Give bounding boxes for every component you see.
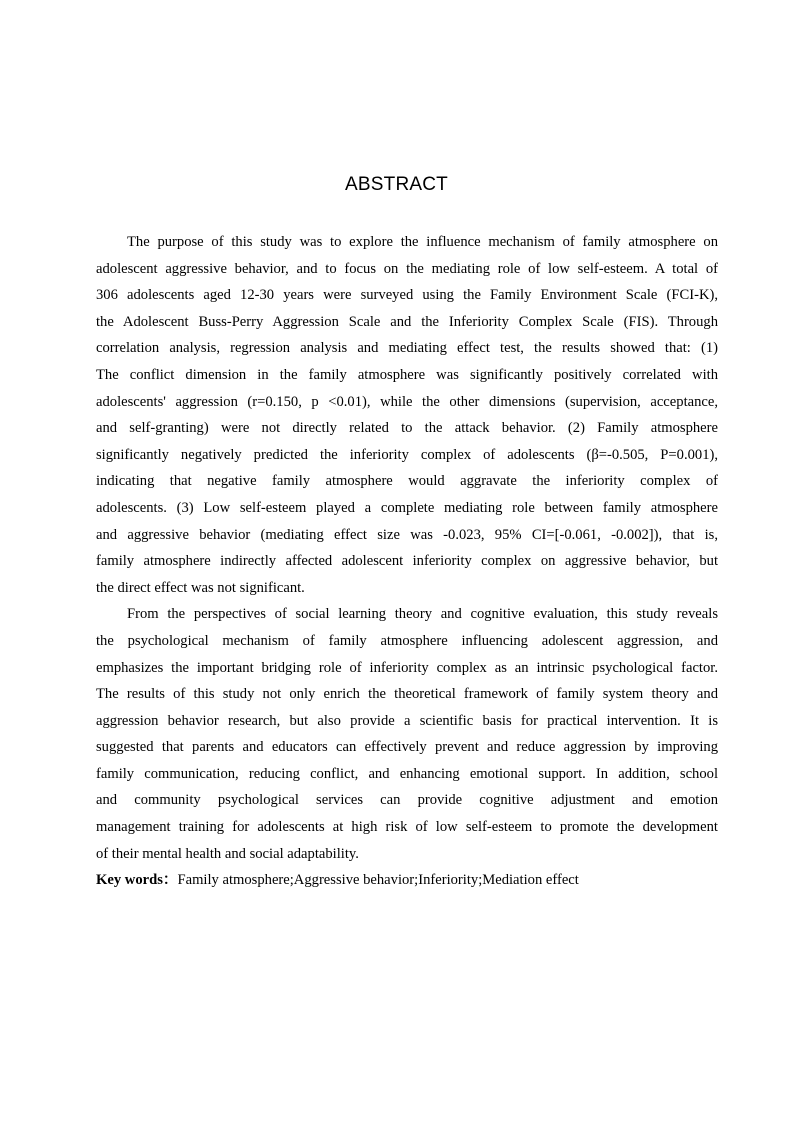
- keywords-line: [96, 867, 718, 894]
- text-line: the Adolescent Buss-Perry Aggression Scale and the Inferiority Complex Scale (FIS). Through: [96, 313, 718, 330]
- text-line: aggression behavior research, but also provide a scientific basis for practical intervention. It is: [96, 712, 718, 729]
- text-line: and community psychological services can provide cognitive adjustment and emotion: [96, 792, 718, 809]
- text-line: significantly negatively predicted the inferiority complex of adolescents (β=-0.505, P=0.001),: [96, 446, 718, 463]
- abstract-title: ABSTRACT: [345, 174, 448, 195]
- abstract-paragraph-2: [96, 601, 718, 867]
- text-line: From the perspectives of social learning theory and cognitive evaluation, this study reveals: [127, 606, 718, 623]
- text-line: the direct effect was not significant.: [96, 579, 305, 596]
- text-line: of their mental health and social adaptability.: [96, 845, 359, 862]
- text-line: correlation analysis, regression analysis and mediating effect test, the results showed that: (1): [96, 340, 718, 357]
- text-line: family communication, reducing conflict, and enhancing emotional support. In addition, school: [96, 765, 718, 782]
- text-line: and aggressive behavior (mediating effect size was -0.023, 95% CI=[-0.061, -0.002]), that is,: [96, 526, 718, 543]
- text-line: the psychological mechanism of family atmosphere influencing adolescent aggression, and: [96, 632, 718, 649]
- text-line: adolescents. (3) Low self-esteem played a complete mediating role between family atmosphere: [96, 499, 718, 516]
- text-line: management training for adolescents at high risk of low self-esteem to promote the development: [96, 819, 718, 836]
- text-line: suggested that parents and educators can effectively prevent and reduce aggression by improving: [96, 739, 718, 756]
- text-line: emphasizes the important bridging role of inferiority complex as an intrinsic psychological factor.: [96, 659, 718, 676]
- abstract-body: [96, 229, 718, 894]
- text-line: The results of this study not only enrich the theoretical framework of family system theory and: [96, 686, 718, 703]
- text-line: and self-granting) were not directly related to the attack behavior. (2) Family atmosphere: [96, 420, 718, 437]
- text-line: 306 adolescents aged 12-30 years were surveyed using the Family Environment Scale (FCI-K),: [96, 287, 718, 304]
- text-line: The purpose of this study was to explore the influence mechanism of family atmosphere on: [127, 234, 718, 250]
- text-line: indicating that negative family atmosphere would aggravate the inferiority complex of: [96, 473, 718, 490]
- text-line: The conflict dimension in the family atmosphere was significantly positively correlated with: [96, 366, 718, 383]
- text-line: adolescent aggressive behavior, and to focus on the mediating role of low self-esteem. A total of: [96, 260, 718, 277]
- keywords-label: Key words：: [96, 872, 178, 889]
- text-line: family atmosphere indirectly affected adolescent inferiority complex on aggressive behavior, but: [96, 553, 718, 570]
- abstract-paragraph-1: [96, 229, 718, 601]
- keywords-value: Family atmosphere;Aggressive behavior;Inferiority;Mediation effect: [177, 872, 579, 889]
- text-line: adolescents' aggression (r=0.150, p <0.01), while the other dimensions (supervision, acceptance,: [96, 393, 718, 410]
